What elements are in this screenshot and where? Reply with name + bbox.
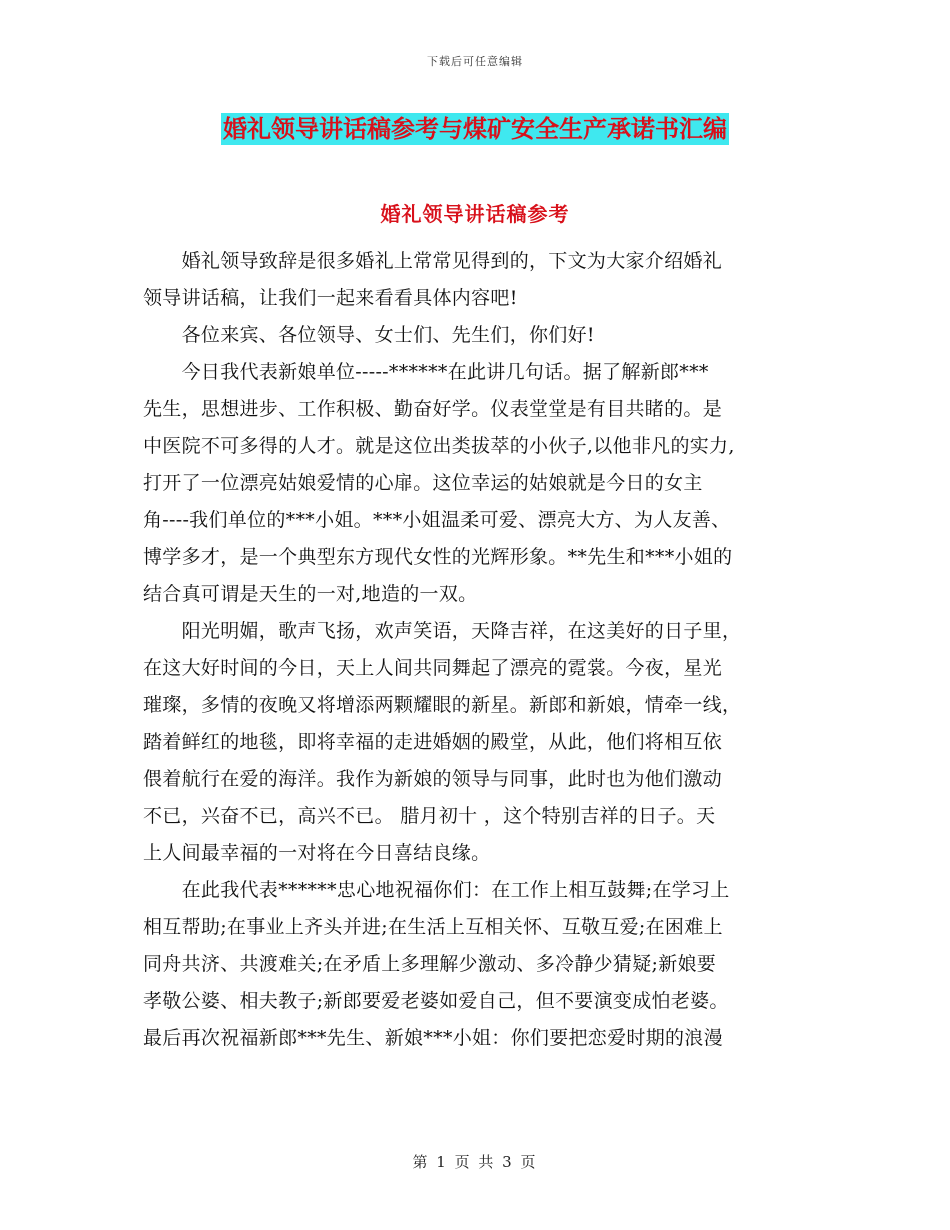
document-title: 婚礼领导讲话稿参考与煤矿安全生产承诺书汇编 [223,114,727,143]
paragraph-line: 角----我们单位的***小姐。***小姐温柔可爱、漂亮大方、为人友善、 [143,509,731,531]
paragraph-line: 踏着鲜红的地毯，即将幸福的走进婚姻的殿堂，从此，他们将相互依 [143,731,723,753]
paragraph-line: 各位来宾、各位领导、女士们、先生们，你们好! [143,324,595,346]
paragraph-line: 先生，思想进步、工作积极、勤奋好学。仪表堂堂是有目共睹的。是 [143,398,723,420]
paragraph-line: 相互帮助;在事业上齐头并进;在生活上互相关怀、互敬互爱;在困难上 [143,916,723,938]
paragraph-line: 结合真可谓是天生的一对,地造的一双。 [143,583,478,605]
paragraph-line: 最后再次祝福新郎***先生、新娘***小姐：你们要把恋爱时期的浪漫 [143,1027,723,1049]
paragraph-line: 偎着航行在爱的海洋。我作为新娘的领导与同事，此时也为他们激动 [143,768,723,790]
paragraph-line: 在这大好时间的今日，天上人间共同舞起了漂亮的霓裳。今夜，星光 [143,657,723,679]
paragraph-line: 中医院不可多得的人才。就是这位出类拔萃的小伙子,以他非凡的实力, [143,435,735,457]
body-text [143,243,813,1057]
paragraph-line: 打开了一位漂亮姑娘爱情的心扉。这位幸运的姑娘就是今日的女主 [143,472,703,494]
paragraph-line: 领导讲话稿，让我们一起来看看具体内容吧! [143,287,518,309]
page-footer: 第 1 页 共 3 页 [412,1153,538,1171]
paragraph-line: 阳光明媚，歌声飞扬，欢声笑语，天降吉祥，在这美好的日子里， [143,620,742,642]
paragraph-line: 上人间最幸福的一对将在今日喜结良缘。 [143,842,491,864]
paragraph-line: 婚礼领导致辞是很多婚礼上常常见得到的，下文为大家介绍婚礼 [143,250,723,272]
paragraph-line: 璀璨，多情的夜晚又将增添两颗耀眼的新星。新郎和新娘，情牵一线， [143,694,742,716]
paragraph-line: 孝敬公婆、相夫教子;新郎要爱老婆如爱自己，但不要演变成怕老婆。 [143,990,729,1012]
paragraph-line: 同舟共济、共渡难关;在矛盾上多理解少激动、多冷静少猜疑;新娘要 [143,953,717,975]
paragraph-line: 在此我代表******忠心地祝福你们：在工作上相互鼓舞;在学习上 [143,879,730,901]
paragraph-line: 不已，兴奋不已，高兴不已。 腊月初十 ，这个特别吉祥的日子。天 [143,805,716,827]
section-title: 婚礼领导讲话稿参考 [380,202,570,226]
header-note: 下载后可任意编辑 [427,55,523,68]
paragraph-line: 今日我代表新娘单位-----******在此讲几句话。据了解新郎*** [143,361,709,383]
paragraph-line: 博学多才，是一个典型东方现代女性的光辉形象。**先生和***小姐的 [143,546,733,568]
